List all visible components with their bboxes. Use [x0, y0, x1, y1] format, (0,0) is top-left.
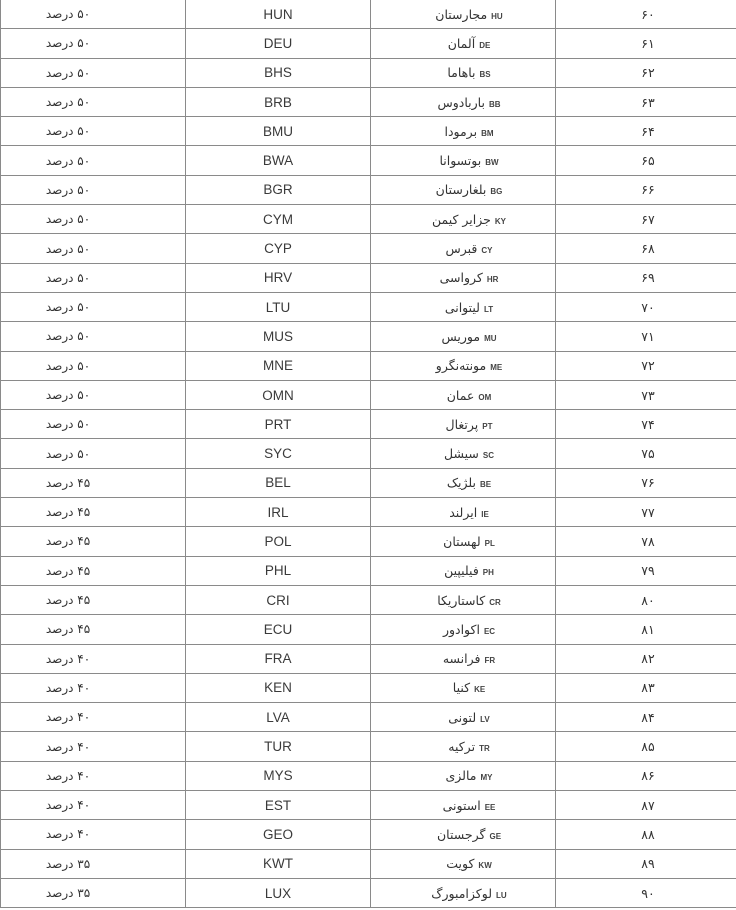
- table-row: [1, 234, 736, 263]
- country-name-group: [437, 827, 501, 842]
- country-name-group: [447, 475, 491, 490]
- country-name: بلژیک: [446, 475, 477, 491]
- country-name-group: [436, 182, 503, 197]
- table-row: [1, 644, 736, 673]
- table-row: [1, 527, 736, 556]
- row-number-cell: ۶۴: [556, 117, 736, 146]
- country-name: فیلیپین: [444, 563, 479, 579]
- percent-cell: [1, 0, 186, 29]
- country-cell: [371, 0, 556, 29]
- country-code: KY: [494, 216, 507, 226]
- country-cell: [371, 498, 556, 527]
- row-number-cell: ۹۰: [556, 878, 736, 907]
- percent-value: ۵۰ درصد: [45, 212, 91, 227]
- table-row: [1, 791, 736, 820]
- percent-value: ۴۰ درصد: [45, 710, 91, 725]
- percent-cell: [1, 498, 186, 527]
- table-row: [1, 878, 736, 907]
- country-name-group: [437, 593, 501, 608]
- table-row: [1, 849, 736, 878]
- country-cell: [371, 732, 556, 761]
- percent-value: ۴۰ درصد: [45, 739, 91, 754]
- row-number-cell: ۶۰: [556, 0, 736, 29]
- country-cell: [371, 761, 556, 790]
- percent-value: ۴۵ درصد: [45, 622, 91, 637]
- country-name: بلغارستان: [435, 182, 487, 198]
- table-row: [1, 146, 736, 175]
- country-code: IE: [481, 509, 489, 519]
- percent-cell: [1, 527, 186, 556]
- row-number-cell: ۷۹: [556, 556, 736, 585]
- table-row: [1, 498, 736, 527]
- iso3-code-cell: SYC: [186, 439, 371, 468]
- table-row: [1, 761, 736, 790]
- country-cell: [371, 703, 556, 732]
- iso3-code-cell: POL: [186, 527, 371, 556]
- percent-cell: [1, 410, 186, 439]
- country-name-group: [431, 886, 506, 901]
- country-code: BG: [490, 187, 503, 197]
- country-name: باهاما: [447, 65, 476, 81]
- country-cell: [371, 556, 556, 585]
- percent-value: ۴۰ درصد: [45, 768, 91, 783]
- table-row: [1, 263, 736, 292]
- country-cell: [371, 234, 556, 263]
- country-cell: [371, 87, 556, 116]
- table-row: [1, 117, 736, 146]
- row-number-cell: ۶۷: [556, 205, 736, 234]
- country-name-group: [447, 65, 490, 80]
- country-name-group: [443, 651, 495, 666]
- country-name: لتونی: [448, 709, 477, 725]
- country-name: لهستان: [443, 533, 481, 549]
- percent-value: ۴۰ درصد: [45, 651, 91, 666]
- iso3-code-cell: PRT: [186, 410, 371, 439]
- table-row: [1, 410, 736, 439]
- country-name-group: [446, 856, 492, 871]
- table-row: [1, 29, 736, 58]
- row-number-cell: ۸۶: [556, 761, 736, 790]
- row-number-cell: ۷۶: [556, 468, 736, 497]
- percent-value: ۴۰ درصد: [45, 680, 91, 695]
- country-name: گرجستان: [436, 826, 486, 842]
- country-name: ترکیه: [448, 739, 476, 755]
- country-cell: [371, 585, 556, 614]
- percent-value: ۴۰ درصد: [45, 827, 91, 842]
- iso3-code-cell: DEU: [186, 29, 371, 58]
- percent-value: ۵۰ درصد: [45, 241, 91, 256]
- iso3-code-cell: LUX: [186, 878, 371, 907]
- percent-value: ۳۵ درصد: [45, 886, 91, 901]
- country-name-group: [443, 798, 496, 813]
- country-name-group: [439, 153, 498, 168]
- country-code: GE: [489, 831, 502, 841]
- percent-cell: [1, 351, 186, 380]
- country-code: BE: [480, 480, 492, 490]
- table-row: [1, 585, 736, 614]
- percent-value: ۵۰ درصد: [45, 329, 91, 344]
- percent-value: ۵۰ درصد: [45, 446, 91, 461]
- country-code: PL: [484, 538, 495, 548]
- country-cell: [371, 468, 556, 497]
- percent-cell: [1, 615, 186, 644]
- percent-value: ۵۰ درصد: [45, 36, 91, 51]
- table-row: [1, 556, 736, 585]
- percent-value: ۵۰ درصد: [45, 153, 91, 168]
- percent-value: ۴۵ درصد: [45, 534, 91, 549]
- country-name: فرانسه: [442, 651, 481, 667]
- country-name: کنیا: [452, 680, 471, 696]
- percent-cell: [1, 732, 186, 761]
- country-name-group: [447, 388, 492, 403]
- country-name-group: [453, 680, 485, 695]
- country-name: قبرس: [445, 241, 478, 257]
- table-row: [1, 322, 736, 351]
- iso3-code-cell: MNE: [186, 351, 371, 380]
- country-name-group: [437, 95, 500, 110]
- country-cell: [371, 146, 556, 175]
- country-code: MU: [484, 333, 497, 343]
- percent-cell: [1, 673, 186, 702]
- percent-cell: [1, 761, 186, 790]
- row-number-cell: ۷۸: [556, 527, 736, 556]
- iso3-code-cell: LVA: [186, 703, 371, 732]
- percent-value: ۵۰ درصد: [45, 95, 91, 110]
- row-number-cell: ۸۸: [556, 820, 736, 849]
- country-cell: [371, 849, 556, 878]
- country-code: EE: [484, 802, 496, 812]
- country-cell: [371, 410, 556, 439]
- country-name-group: [448, 710, 490, 725]
- country-name: باربادوس: [437, 94, 485, 110]
- table-row: [1, 205, 736, 234]
- iso3-code-cell: BMU: [186, 117, 371, 146]
- iso3-code-cell: BWA: [186, 146, 371, 175]
- percent-value: ۵۰ درصد: [45, 65, 91, 80]
- country-name: پرتغال: [445, 416, 479, 432]
- iso3-code-cell: KWT: [186, 849, 371, 878]
- percent-value: ۴۵ درصد: [45, 505, 91, 520]
- country-cell: [371, 351, 556, 380]
- country-code: BB: [488, 99, 501, 109]
- percent-cell: [1, 644, 186, 673]
- row-number-cell: ۶۱: [556, 29, 736, 58]
- country-code: LV: [480, 714, 490, 724]
- country-code: BM: [481, 128, 494, 138]
- iso3-code-cell: CYP: [186, 234, 371, 263]
- percent-cell: [1, 322, 186, 351]
- row-number-cell: ۸۲: [556, 644, 736, 673]
- country-name: موریس: [441, 328, 481, 344]
- iso3-code-cell: OMN: [186, 380, 371, 409]
- percent-cell: [1, 117, 186, 146]
- country-name: ایرلند: [449, 504, 478, 520]
- row-number-cell: ۶۳: [556, 87, 736, 116]
- country-name-group: [435, 7, 502, 22]
- country-cell: [371, 615, 556, 644]
- table-row: [1, 292, 736, 321]
- country-cell: [371, 292, 556, 321]
- country-code: PT: [482, 421, 493, 431]
- percent-value: ۵۰ درصد: [45, 417, 91, 432]
- iso3-code-cell: ECU: [186, 615, 371, 644]
- percent-cell: [1, 58, 186, 87]
- percent-value: ۵۰ درصد: [45, 124, 91, 139]
- row-number-cell: ۶۵: [556, 146, 736, 175]
- country-name: مجارستان: [435, 6, 488, 22]
- country-cell: [371, 205, 556, 234]
- country-name: مونته‌نگرو: [435, 358, 487, 374]
- row-number-cell: ۸۷: [556, 791, 736, 820]
- country-name: لوکزامبورگ: [431, 885, 493, 901]
- row-number-cell: ۷۱: [556, 322, 736, 351]
- row-number-cell: ۸۹: [556, 849, 736, 878]
- row-number-cell: ۸۵: [556, 732, 736, 761]
- iso3-code-cell: BHS: [186, 58, 371, 87]
- percent-cell: [1, 585, 186, 614]
- country-code: EC: [483, 626, 496, 636]
- country-cell: [371, 29, 556, 58]
- country-name-group: [440, 270, 499, 285]
- row-number-cell: ۶۸: [556, 234, 736, 263]
- country-code: BS: [479, 70, 491, 80]
- table-row: [1, 615, 736, 644]
- country-name-group: [445, 417, 492, 432]
- percent-value: ۳۵ درصد: [45, 856, 91, 871]
- country-code: CR: [489, 597, 501, 607]
- country-code: LT: [484, 304, 494, 314]
- row-number-cell: ۷۵: [556, 439, 736, 468]
- country-name: جزایر کیمن: [431, 211, 491, 227]
- country-cell: [371, 791, 556, 820]
- table-row: [1, 58, 736, 87]
- row-number-cell: ۸۴: [556, 703, 736, 732]
- percent-cell: [1, 29, 186, 58]
- country-code: HU: [491, 11, 503, 21]
- country-code: KW: [478, 861, 492, 871]
- country-name: استونی: [442, 797, 481, 813]
- percent-value: ۴۵ درصد: [45, 593, 91, 608]
- percent-cell: [1, 146, 186, 175]
- iso3-code-cell: HRV: [186, 263, 371, 292]
- percent-cell: [1, 205, 186, 234]
- country-name: برمودا: [444, 123, 478, 139]
- row-number-cell: ۶۹: [556, 263, 736, 292]
- percent-value: ۵۰ درصد: [45, 358, 91, 373]
- country-code: CY: [481, 246, 493, 256]
- country-name-group: [443, 534, 495, 549]
- row-number-cell: ۸۰: [556, 585, 736, 614]
- iso3-code-cell: TUR: [186, 732, 371, 761]
- percent-value: ۵۰ درصد: [45, 7, 91, 22]
- country-cell: [371, 117, 556, 146]
- iso3-code-cell: EST: [186, 791, 371, 820]
- country-cell: [371, 322, 556, 351]
- iso3-code-cell: HUN: [186, 0, 371, 29]
- country-name: کاستاریکا: [437, 592, 486, 608]
- country-code: FR: [484, 656, 496, 666]
- country-name-group: [444, 124, 493, 139]
- iso3-code-cell: BGR: [186, 175, 371, 204]
- country-code: TR: [479, 744, 490, 754]
- percent-cell: [1, 791, 186, 820]
- table-row: [1, 439, 736, 468]
- table-row: [1, 468, 736, 497]
- percent-cell: [1, 380, 186, 409]
- iso3-code-cell: MUS: [186, 322, 371, 351]
- country-name-group: [446, 768, 493, 783]
- country-code: KE: [474, 685, 486, 695]
- iso3-code-cell: BRB: [186, 87, 371, 116]
- row-number-cell: ۷۴: [556, 410, 736, 439]
- percent-cell: [1, 849, 186, 878]
- iso3-code-cell: PHL: [186, 556, 371, 585]
- country-cell: [371, 820, 556, 849]
- country-name: آلمان: [447, 35, 476, 51]
- percent-cell: [1, 468, 186, 497]
- country-cell: [371, 644, 556, 673]
- row-number-cell: ۷۲: [556, 351, 736, 380]
- percent-cell: [1, 878, 186, 907]
- country-cell: [371, 263, 556, 292]
- iso3-code-cell: BEL: [186, 468, 371, 497]
- country-code: HR: [486, 275, 499, 285]
- percent-value: ۵۰ درصد: [45, 388, 91, 402]
- percent-cell: [1, 703, 186, 732]
- table-row: [1, 673, 736, 702]
- country-code: BW: [485, 158, 499, 168]
- percent-cell: [1, 439, 186, 468]
- country-code: ME: [490, 363, 503, 373]
- iso3-code-cell: CRI: [186, 585, 371, 614]
- country-code: MY: [480, 773, 493, 783]
- iso3-code-cell: GEO: [186, 820, 371, 849]
- percent-value: ۵۰ درصد: [45, 182, 91, 197]
- row-number-cell: ۷۳: [556, 380, 736, 409]
- table-row: [1, 820, 736, 849]
- table-row: [1, 351, 736, 380]
- country-name-group: [432, 212, 506, 227]
- percent-value: ۴۵ درصد: [45, 475, 91, 490]
- country-name-group: [441, 329, 496, 344]
- country-name-group: [443, 622, 495, 637]
- table-row: [1, 175, 736, 204]
- country-code: DE: [479, 40, 491, 50]
- country-cell: [371, 175, 556, 204]
- row-number-cell: ۶۶: [556, 175, 736, 204]
- row-number-cell: ۸۳: [556, 673, 736, 702]
- country-name-group: [445, 241, 492, 256]
- country-name: مالزی: [445, 768, 477, 784]
- country-name: سیشل: [444, 446, 479, 462]
- table-row: [1, 0, 736, 29]
- country-cell: [371, 439, 556, 468]
- percent-cell: [1, 292, 186, 321]
- country-name-group: [436, 358, 502, 373]
- percent-value: ۵۰ درصد: [45, 270, 91, 285]
- country-name: کرواسی: [439, 270, 483, 286]
- percent-cell: [1, 556, 186, 585]
- country-name-group: [444, 446, 494, 461]
- table-row: [1, 732, 736, 761]
- country-code: LU: [496, 890, 507, 900]
- country-code: SC: [482, 451, 494, 461]
- table-body: [1, 0, 736, 908]
- country-cell: [371, 673, 556, 702]
- row-number-cell: ۷۰: [556, 292, 736, 321]
- country-cell: [371, 58, 556, 87]
- row-number-cell: ۸۱: [556, 615, 736, 644]
- percent-value: ۴۰ درصد: [45, 798, 91, 813]
- percent-cell: [1, 87, 186, 116]
- iso3-code-cell: CYM: [186, 205, 371, 234]
- country-name: لیتوانی: [444, 299, 480, 315]
- percent-value: ۴۵ درصد: [45, 563, 91, 578]
- row-number-cell: ۷۷: [556, 498, 736, 527]
- country-name-group: [444, 563, 494, 578]
- country-name-group: [449, 505, 489, 520]
- country-name-group: [448, 739, 489, 754]
- table-row: [1, 380, 736, 409]
- country-cell: [371, 380, 556, 409]
- iso3-code-cell: LTU: [186, 292, 371, 321]
- country-name-group: [445, 300, 493, 315]
- country-name-group: [448, 36, 491, 51]
- country-cell: [371, 878, 556, 907]
- row-number-cell: ۶۲: [556, 58, 736, 87]
- country-code: OM: [478, 392, 492, 402]
- percent-value: ۵۰ درصد: [45, 300, 91, 315]
- iso3-code-cell: FRA: [186, 644, 371, 673]
- percent-cell: [1, 263, 186, 292]
- country-name: عمان: [446, 387, 475, 403]
- table-row: [1, 703, 736, 732]
- country-name: بوتسوانا: [439, 153, 482, 169]
- percent-cell: [1, 234, 186, 263]
- iso3-code-cell: MYS: [186, 761, 371, 790]
- percent-cell: [1, 175, 186, 204]
- iso3-code-cell: IRL: [186, 498, 371, 527]
- country-name: اکوادور: [442, 621, 480, 637]
- country-cell: [371, 527, 556, 556]
- percent-cell: [1, 820, 186, 849]
- country-code: PH: [482, 568, 494, 578]
- table-row: [1, 87, 736, 116]
- iso3-code-cell: KEN: [186, 673, 371, 702]
- country-name: کویت: [446, 856, 475, 872]
